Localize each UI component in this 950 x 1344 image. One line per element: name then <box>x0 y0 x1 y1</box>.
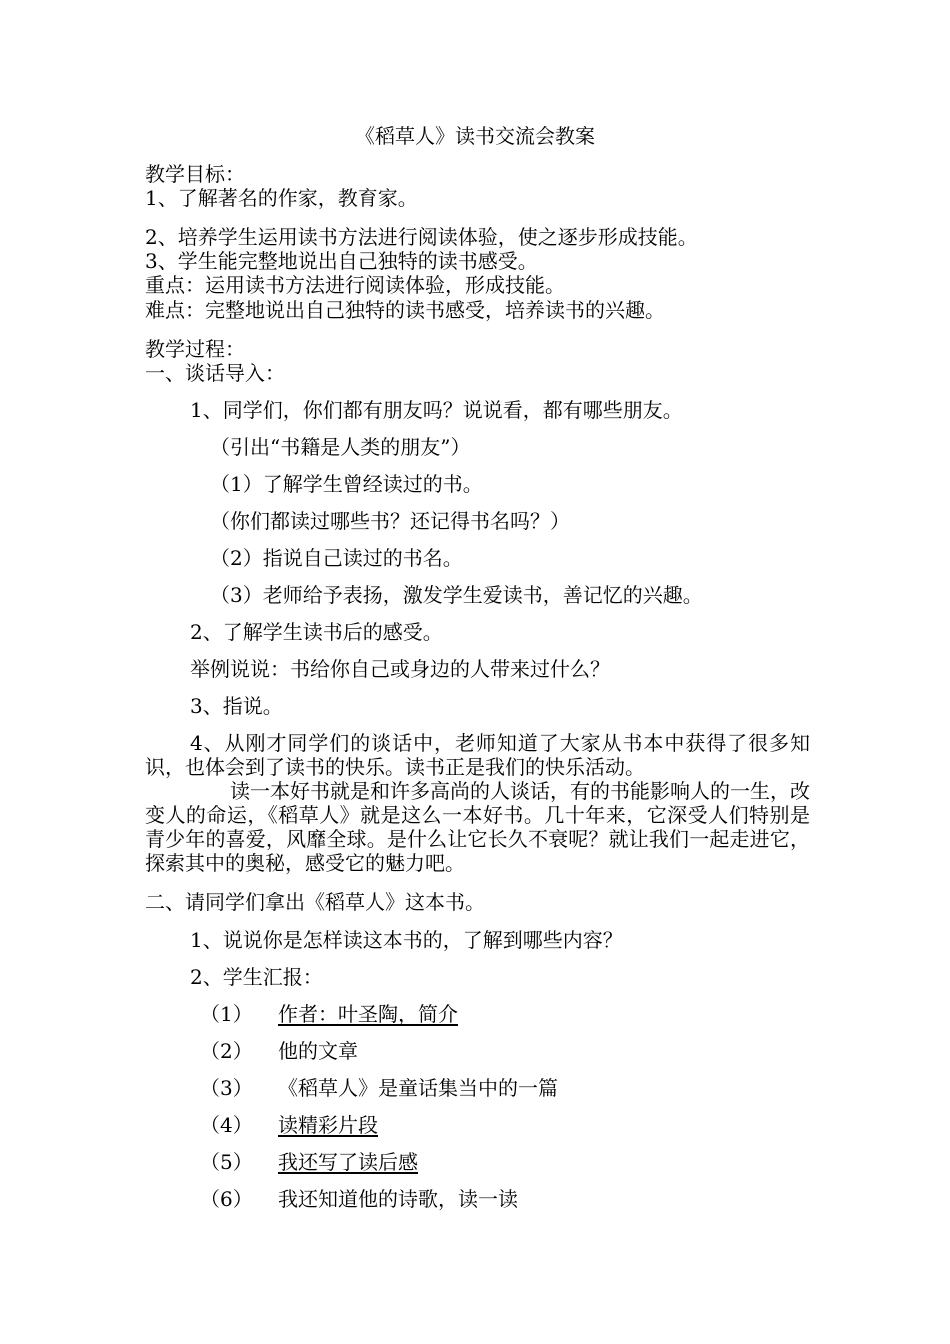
section-1-question-3: 3、指说。 <box>190 694 283 718</box>
report-item-text: 读精彩片段 <box>278 1113 378 1137</box>
goal-item: 2、培养学生运用读书方法进行阅读体验，使之逐步形成技能。 <box>145 225 698 249</box>
report-item-text: 他的文章 <box>278 1039 358 1063</box>
report-item-number: （3） <box>200 1076 253 1100</box>
difficult-point: 难点：完整地说出自己独特的读书感受，培养读书的兴趣。 <box>145 298 665 322</box>
question-1-note: （引出“书籍是人类的朋友”） <box>210 435 471 459</box>
report-item-number: （1） <box>200 1002 253 1026</box>
report-item-text: 《稻草人》是童话集当中的一篇 <box>278 1076 558 1100</box>
sub-item-2: （2）指说自己读过的书名。 <box>210 546 463 570</box>
key-point: 重点：运用读书方法进行阅读体验，形成技能。 <box>145 273 565 297</box>
section-2-question-1: 1、说说你是怎样读这本书的，了解到哪些内容？ <box>190 928 623 952</box>
report-item-text: 我还写了读后感 <box>278 1150 418 1174</box>
section-2-question-2: 2、学生汇报： <box>190 965 323 989</box>
section-1-question-2: 2、了解学生读书后的感受。 <box>190 620 443 644</box>
report-item-number: （5） <box>200 1150 253 1174</box>
section-1-heading: 一、谈话导入： <box>145 361 285 385</box>
document-title: 《稻草人》读书交流会教案 <box>355 124 595 148</box>
goals-heading: 教学目标： <box>145 162 245 186</box>
sub-item-1-note: （你们都读过哪些书？还记得书名吗？） <box>210 509 570 533</box>
section-1-question-1: 1、同学们，你们都有朋友吗？说说看，都有哪些朋友。 <box>190 398 683 422</box>
sub-item-3: （3）老师给予表扬，激发学生爱读书，善记忆的兴趣。 <box>210 583 703 607</box>
report-item-number: （6） <box>200 1187 253 1211</box>
goal-item: 1、了解著名的作家，教育家。 <box>145 186 418 210</box>
goal-item: 3、学生能完整地说出自己独特的读书感受。 <box>145 249 538 273</box>
section-2-heading: 二、请同学们拿出《稻草人》这本书。 <box>145 890 485 914</box>
process-heading: 教学过程： <box>145 337 245 361</box>
sub-item-1: （1）了解学生曾经读过的书。 <box>210 472 483 496</box>
question-2-example: 举例说说：书给你自己或身边的人带来过什么？ <box>190 657 610 681</box>
report-item-text: 作者：叶圣陶，简介 <box>278 1002 458 1026</box>
reading-paragraph: 读一本好书就是和许多高尚的人谈话，有的书能影响人的一生，改变人的命运，《稻草人》就是这么一本好书。几十年来，它深受人们特别是青少年的喜爱，风靡全球。是什么让它长久不衰呢？就让我们一起走进它，探索其中的奥秘，感受它的魅力吧。 <box>145 779 810 875</box>
report-item-text: 我还知道他的诗歌，读一读 <box>278 1187 518 1211</box>
report-item-number: （2） <box>200 1039 253 1063</box>
section-1-question-4: 4、从刚才同学们的谈话中，老师知道了大家从书本中获得了很多知识，也体会到了读书的快乐。读书正是我们的快乐活动。 <box>145 731 810 779</box>
report-item-number: （4） <box>200 1113 253 1137</box>
